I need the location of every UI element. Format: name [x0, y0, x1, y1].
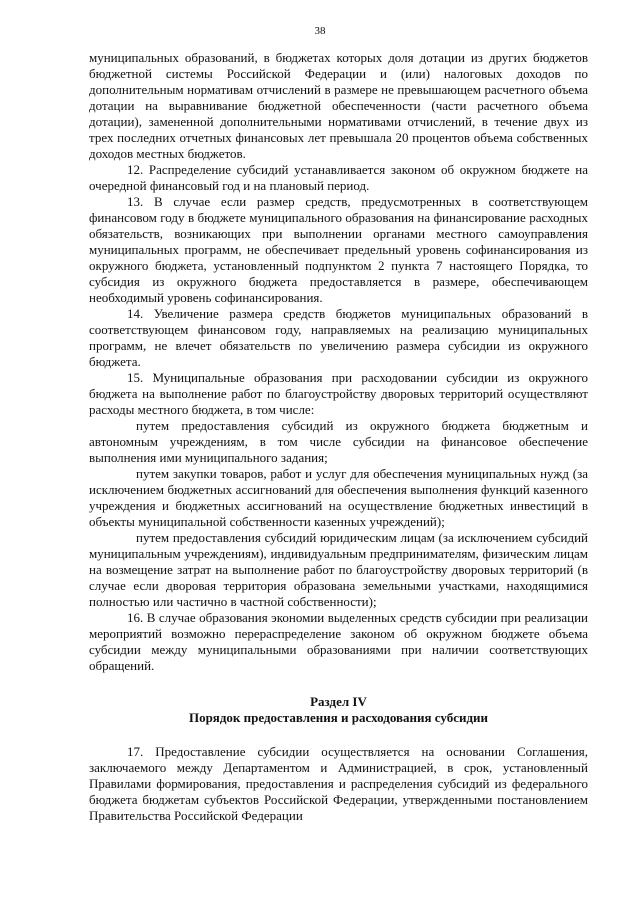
- paragraph: 14. Увеличение размера средств бюджетов муниципальных образований в соответствующем финансовом году, направляемых на реализацию муниципальных программ, не влечет обязательств по увеличению размера субсидии из окружного бюджета.: [89, 306, 588, 369]
- paragraph: муниципальных образований, в бюджетах которых доля дотации из других бюджетов бюджетной системы Российской Федерации и (или) налоговых доходов по дополнительным нормативам отчислений в размере не превышающем расчетного объема дотации на выравнивание бюджетной обеспеченности (части расчетного объема дотации), замененной дополнительными нормативами отчислений, в течение двух из трех последних отчетных финансовых лет превышала 20 процентов объема собственных доходов местных бюджетов.: [89, 50, 588, 161]
- page-number: 38: [314, 25, 326, 37]
- paragraph: 15. Муниципальные образования при расходовании субсидии из окружного бюджета на выполнение работ по благоустройству дворовых территорий осуществляют расходы местного бюджета, в том числе:: [89, 370, 588, 417]
- paragraph: путем закупки товаров, работ и услуг для обеспечения муниципальных нужд (за исключением бюджетных ассигнований для обеспечения выполнения функций казенного учреждения и бюджетных ассигнований на осуществление бюджетных инвестиций в объекты муниципальной собственности казенных учреждений);: [89, 466, 588, 529]
- paragraphs-before-section: [89, 50, 588, 674]
- document-body: [89, 50, 588, 824]
- paragraph: 13. В случае если размер средств, предусмотренных в соответствующем финансовом году в бюджете муниципального образования на финансирование расходных обязательств, возникающих при выполнении органами местного самоуправления муниципальных программ, не обеспечивает предельный уровень софинансирования из окружного бюджета, установленный подпунктом 2 пункта 7 настоящего Порядка, то субсидия из окружного бюджета предоставляется в размере, обеспечивающем необходимый уровень софинансирования.: [89, 194, 588, 305]
- section-title: Порядок предоставления и расходования субсидии: [188, 710, 489, 725]
- paragraph: 17. Предоставление субсидии осуществляется на основании Соглашения, заключаемого между Департаментом и Администрацией, в срок, установленный Правилами формирования, предоставления и распределения субсидий из федерального бюджета бюджетам субъектов Российской Федерации, утвержденными постановлением Правительства Российской Федерации: [89, 744, 588, 823]
- section-heading: [89, 694, 588, 726]
- paragraph: путем предоставления субсидий юридическим лицам (за исключением субсидий муниципальным учреждениям), индивидуальным предпринимателям, физическим лицам на возмещение затрат на выполнение работ по благоустройству дворовых территорий (в случае если дворовая территория образована земельными участками, находящимися полностью или частично в частной собственности);: [89, 530, 588, 609]
- paragraph: 12. Распределение субсидий устанавливается законом об окружном бюджете на очередной финансовый год и на плановый период.: [89, 162, 588, 193]
- section-number: Раздел IV: [310, 694, 367, 709]
- paragraph: путем предоставления субсидий из окружного бюджета бюджетным и автономным учреждениям, в том числе субсидии на финансовое обеспечение выполнения ими муниципального задания;: [89, 418, 588, 465]
- paragraphs-after-section: [89, 744, 588, 824]
- paragraph: 16. В случае образования экономии выделенных средств субсидии при реализации мероприятий возможно перераспределение законом об окружном бюджете объема субсидии между муниципальными образованиями при наличии соответствующих обращений.: [89, 610, 588, 673]
